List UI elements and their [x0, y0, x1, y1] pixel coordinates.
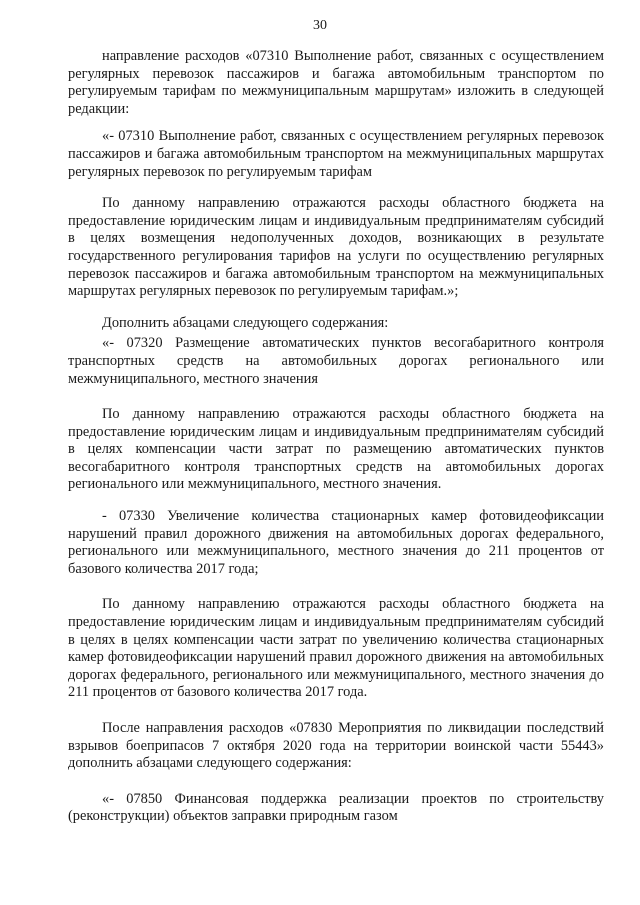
- paragraph-07320-title: «- 07320 Размещение автоматических пунктов весогабаритного контроля транспортных средств на автомобильных дорогах регионального или межмуниципального, местного значения: [68, 335, 604, 387]
- paragraph-07330-title: - 07330 Увеличение количества стационарных камер фотовидеофиксации нарушений правил дорожного движения на автомобильных дорогах федерального, регионального или межмуниципального, местного значения до 211 процентов от базового количества 2017 года;: [68, 508, 604, 577]
- document-body: [68, 48, 604, 826]
- paragraph-07310-title: «- 07310 Выполнение работ, связанных с осуществлением регулярных перевозок пассажиров и багажа автомобильным транспортом на межмуниципальных маршрутах регулярных перевозок по регулируемым тарифам: [68, 128, 604, 180]
- paragraph-07320-description: По данному направлению отражаются расходы областного бюджета на предоставление юридическим лицам и индивидуальным предпринимателям субсидий в целях компенсации части затрат по размещению автоматических пунктов весогабаритного контроля транспортных средств на автомобильных дорогах регионального или межмуниципального, местного значения.: [68, 406, 604, 493]
- paragraph-07310-description: По данному направлению отражаются расходы областного бюджета на предоставление юридическим лицам и индивидуальным предпринимателям субсидий в целях возмещения недополученных доходов, возникающих в результате государственного регулирования тарифов на услуги по осуществлению регулярных перевозок пассажиров и багажа автомобильным транспортом на межмуниципальных маршрутах регулярных перевозок по регулируемым тарифам.»;: [68, 195, 604, 300]
- paragraph-07330-description: По данному направлению отражаются расходы областного бюджета на предоставление юридическим лицам и индивидуальным предпринимателям субсидий в целях в целях компенсации части затрат по увеличению количества стационарных камер фотовидеофиксации нарушений правил дорожного движения на автомобильных дорогах федерального, регионального или межмуниципального, местного значения до 211 процентов от базового количества 2017 года.: [68, 596, 604, 701]
- paragraph-07850-title: «- 07850 Финансовая поддержка реализации проектов по строительству (реконструкции) объектов заправки природным газом: [68, 790, 604, 825]
- page-number: 30: [313, 18, 327, 33]
- paragraph-supplement-heading: Дополнить абзацами следующего содержания:: [102, 314, 389, 331]
- paragraph-after-07830: После направления расходов «07830 Мероприятия по ликвидации последствий взрывов боеприпасов 7 октября 2020 года на территории воинской части 55443» дополнить абзацами следующего содержания:: [68, 720, 604, 772]
- paragraph-intro: направление расходов «07310 Выполнение работ, связанных с осуществлением регулярных перевозок пассажиров и багажа автомобильным транспортом по регулируемым тарифам по межмуниципальным маршрутам» изложить в следующей редакции:: [68, 48, 604, 117]
